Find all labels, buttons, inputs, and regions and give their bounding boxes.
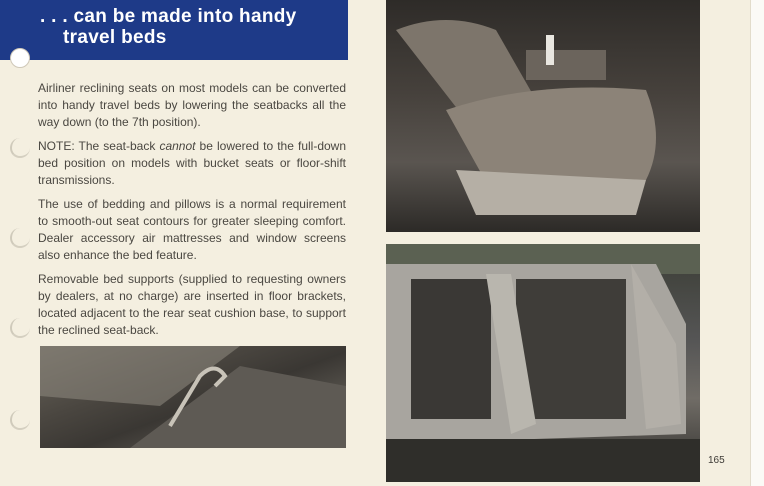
binder-hole: [10, 48, 30, 68]
photo-car-open-doors: [386, 244, 700, 482]
binder-hole: [10, 410, 30, 430]
binder-hole: [10, 228, 30, 248]
paragraph-bedding: The use of bedding and pillows is a normal requirement to smooth-out seat contours for greater sleeping comfort. Dealer accessory air mattresses and window screens also enhance the bed feature.: [38, 197, 346, 262]
paragraph-note: [38, 138, 346, 189]
photo-bed-support-bracket: [40, 346, 346, 448]
note-suffix: be lowered to the full-down bed position on models with bucket seats or floor-shift transmissions.: [38, 139, 347, 187]
paragraph-intro: Airliner reclining seats on most models can be converted into handy travel beds by lowering the seatbacks all the way down (to the 7th position).: [38, 81, 346, 129]
section-title: [40, 6, 297, 48]
paragraph-supports: Removable bed supports (supplied to requesting owners by dealers, at no charge) are inserted in floor brackets, located adjacent to the rear seat cushion base, to support the reclined seat-back.: [38, 272, 346, 337]
note-prefix: NOTE: The seat-back: [38, 139, 160, 153]
title-line-1: . . . can be made into handy: [40, 6, 297, 27]
title-line-2: travel beds: [63, 27, 167, 48]
binder-hole: [10, 318, 30, 338]
section-header: [0, 0, 348, 60]
body-text: [38, 80, 346, 346]
photo-reclined-front-seat: [386, 0, 700, 232]
page-edge: [750, 0, 764, 486]
note-emphasis: cannot: [159, 139, 196, 153]
binder-hole: [10, 138, 30, 158]
page-number: 165: [708, 455, 725, 466]
